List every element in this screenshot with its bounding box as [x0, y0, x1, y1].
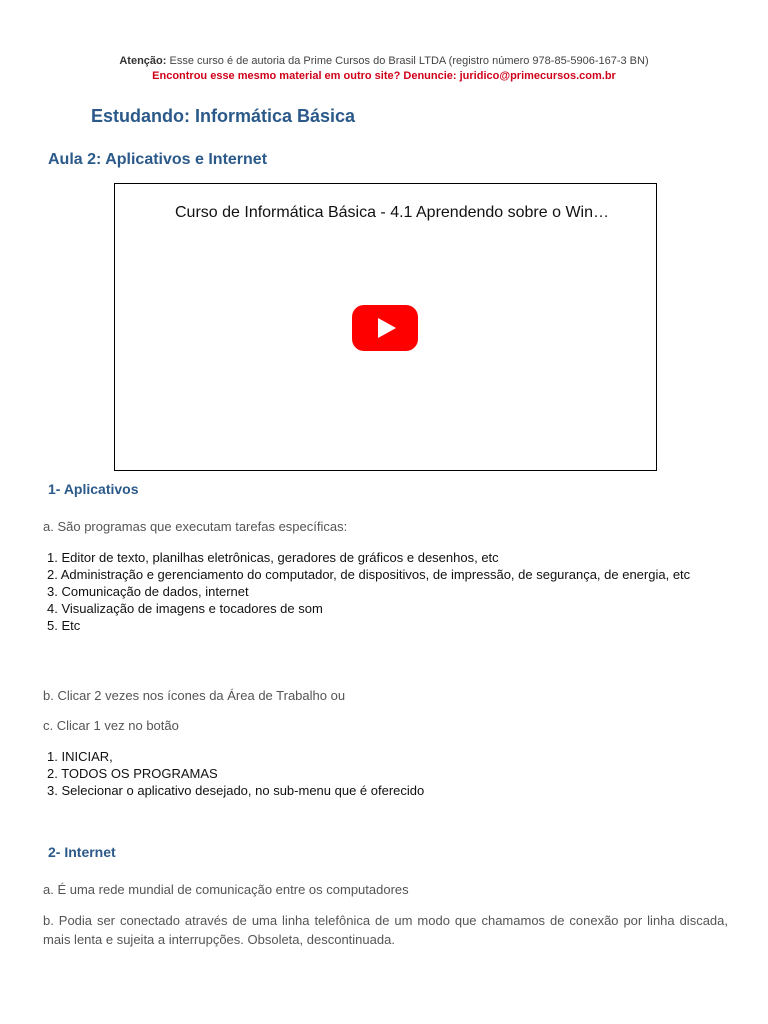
list-item: 2. Administração e gerenciamento do computador, de dispositivos, de impressão, de segurança, de energia, etc: [47, 567, 691, 582]
section-title-internet: 2- Internet: [48, 844, 116, 860]
notice-label: Atenção:: [119, 55, 167, 67]
copyright-notice: [0, 54, 768, 84]
paragraph-c-aplicativos: c. Clicar 1 vez no botão: [43, 718, 179, 733]
authorship-line: [0, 54, 768, 69]
list-item: 2. TODOS OS PROGRAMAS: [47, 766, 218, 781]
video-title[interactable]: Curso de Informática Básica - 4.1 Aprendendo sobre o Win…: [175, 204, 609, 221]
list-item: 1. Editor de texto, planilhas eletrônicas, geradores de gráficos e desenhos, etc: [47, 550, 499, 565]
paragraph-b-internet: b. Podia ser conectado através de uma linha telefônica de um modo que chamamos de conexão por linha discada, mais lenta e sujeita a interrupções. Obsoleta, descontinuada.: [43, 913, 728, 947]
play-icon: [352, 305, 418, 351]
page-title: Estudando: Informática Básica: [91, 106, 356, 126]
list-item: 4. Visualização de imagens e tocadores de som: [47, 601, 323, 616]
report-line: Encontrou esse mesmo material em outro site? Denuncie: juridico@primecursos.com.br: [152, 70, 616, 82]
notice-text: Esse curso é de autoria da Prime Cursos do Brasil LTDA (registro número 978-85-5906-167-3 BN): [169, 55, 649, 67]
lesson-title: Aula 2: Aplicativos e Internet: [48, 151, 268, 168]
section-title-aplicativos: 1- Aplicativos: [48, 481, 139, 497]
list-item: 1. INICIAR,: [47, 749, 113, 764]
list-application-types: [47, 549, 727, 634]
list-item: 3. Selecionar o aplicativo desejado, no sub-menu que é oferecido: [47, 783, 425, 798]
paragraph-b-aplicativos: b. Clicar 2 vezes nos ícones da Área de Trabalho ou: [43, 688, 346, 703]
list-item: 5. Etc: [47, 618, 81, 633]
list-start-menu-steps: [47, 748, 727, 799]
list-item: 3. Comunicação de dados, internet: [47, 584, 249, 599]
video-embed[interactable]: [114, 183, 657, 471]
paragraph-a-internet: a. É uma rede mundial de comunicação entre os computadores: [43, 882, 409, 897]
paragraph-a-aplicativos: a. São programas que executam tarefas específicas:: [43, 519, 348, 534]
youtube-play-button[interactable]: [352, 305, 418, 351]
